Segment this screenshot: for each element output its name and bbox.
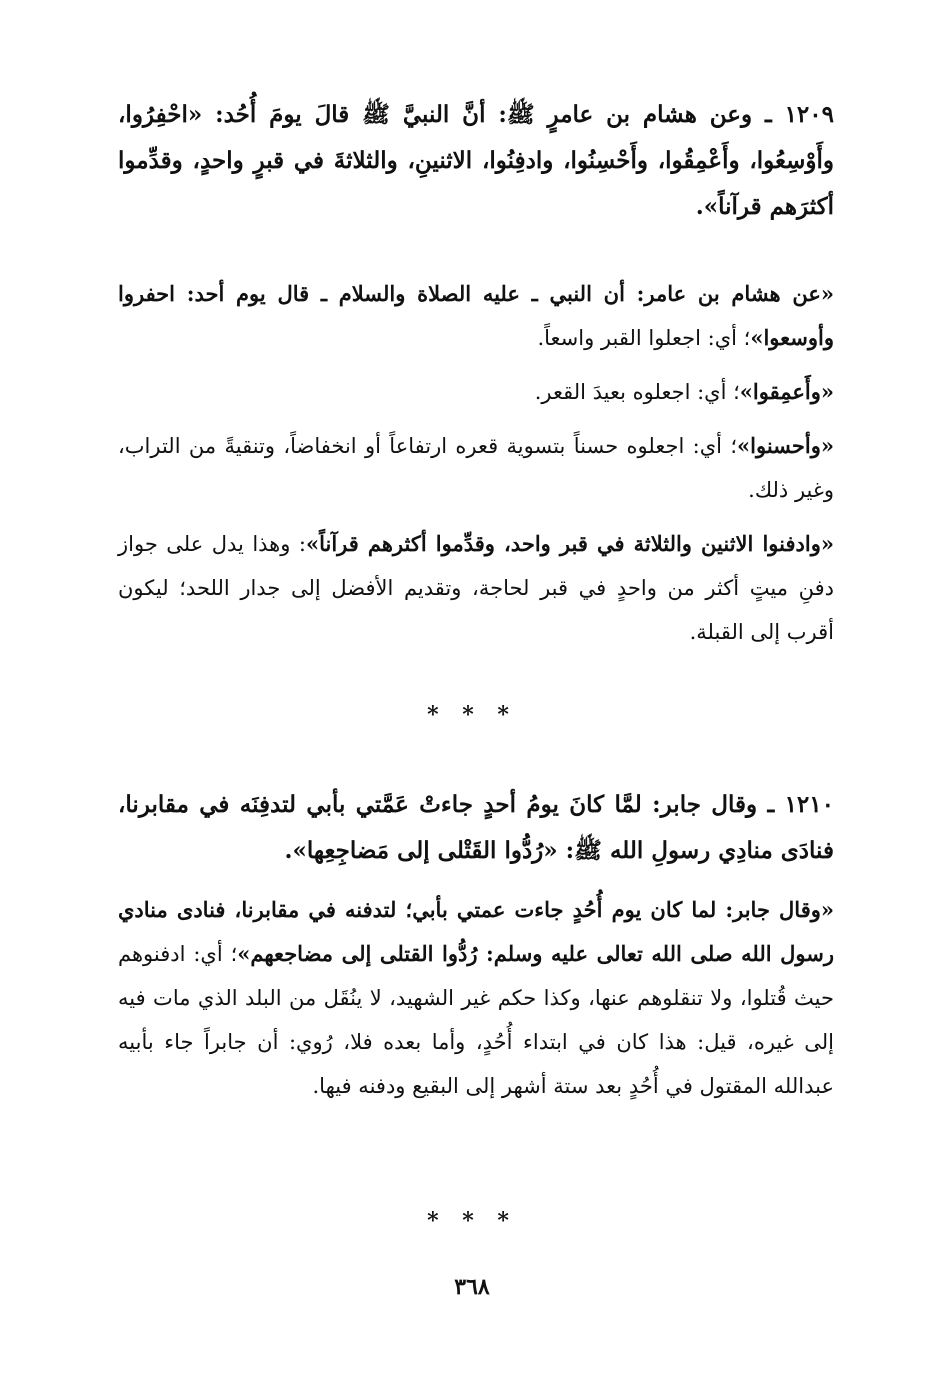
book-page: [0, 92, 944, 1377]
hadith-1210-text: ١٢١٠ ـ وقال جابر: لمَّا كانَ يومُ أحدٍ جاءتْ عَمَّتي بأبي لتدفِنَه في مقابرنا، فنادَى منادِي رسولِ الله ﷺ: «رُدُّوا القَتْلى إلى مَضاجِعِها».: [118, 791, 834, 864]
explanation-text: ؛ أي: اجعلوه حسناً بتسوية قعره ارتفاعاً أو انخفاضاً، وتنقيةً من التراب، وغير ذلك.: [118, 434, 834, 502]
explanation-text: ؛ أي: اجعلوه بعيدَ القعر.: [534, 380, 740, 404]
commentary-1209: [118, 272, 834, 664]
hadith-1209-text: ١٢٠٩ ـ وعن هشام بن عامرٍ ﷺ: أنَّ النبيَّ ﷺ قالَ يومَ أُحُد: «احْفِرُوا، وأَوْسِعُوا، وأَعْمِقُوا، وأَحْسِنُوا، وادفِنُوا، الاثنينِ، والثلاثةَ في قبرٍ واحدٍ، وقدِّموا أكثرَهم قرآناً».: [118, 101, 834, 220]
hadith-1210: [118, 782, 834, 874]
commentary-1209-paragraph-3: [118, 424, 834, 512]
quoted-text: «وقال جابر: لما كان يوم أُحُدٍ جاءت عمتي بأبي؛ لتدفنه في مقابرنا، فنادى منادي رسول الله صلى الله تعالى عليه وسلم: رُدُّوا القتلى إلى مضاجعهم»: [118, 897, 834, 966]
page-number: ٣٦٨: [454, 1274, 490, 1300]
section-separator: * * *: [427, 1208, 517, 1234]
commentary-1209-paragraph-2: [118, 370, 834, 414]
quoted-text: «وادفنوا الاثنين والثلاثة في قبر واحد، وقدِّموا أكثرهم قرآناً»: [305, 531, 834, 556]
hadith-1209: [118, 92, 834, 230]
commentary-1209-paragraph-1: [118, 272, 834, 360]
explanation-text: : وهذا يدل على جواز دفنِ ميتٍ أكثر من واحدٍ في قبر لحاجة، وتقديم الأفضل إلى جدار اللحد؛ ليكون أقرب إلى القبلة.: [118, 532, 834, 644]
explanation-text: ؛ أي: اجعلوا القبر واسعاً.: [537, 326, 751, 350]
section-separator: * * *: [427, 702, 517, 728]
quoted-text: «وأحسنوا»: [737, 433, 834, 458]
commentary-1210: [118, 888, 834, 1118]
quoted-text: «عن هشام بن عامر: أن النبي ـ عليه الصلاة والسلام ـ قال يوم أحد: احفروا وأوسعوا»: [118, 281, 834, 350]
commentary-1209-paragraph-4: [118, 522, 834, 654]
quoted-text: «وأَعمِقوا»: [739, 379, 834, 404]
explanation-text: ؛ أي: ادفنوهم حيث قُتلوا، ولا تنقلوهم عنها، وكذا حكم غير الشهيد، لا ينُقَل من البلد الذي مات فيه إلى غيره، قيل: هذا كان في ابتداء أُحُدٍ، وأما بعده فلا، رُوي: أن جابراً جاء بأبيه عبدالله المقتول في أُحُدٍ بعد ستة أشهر إلى البقيع ودفنه فيها.: [118, 942, 834, 1098]
commentary-1210-paragraph-1: [118, 888, 834, 1108]
